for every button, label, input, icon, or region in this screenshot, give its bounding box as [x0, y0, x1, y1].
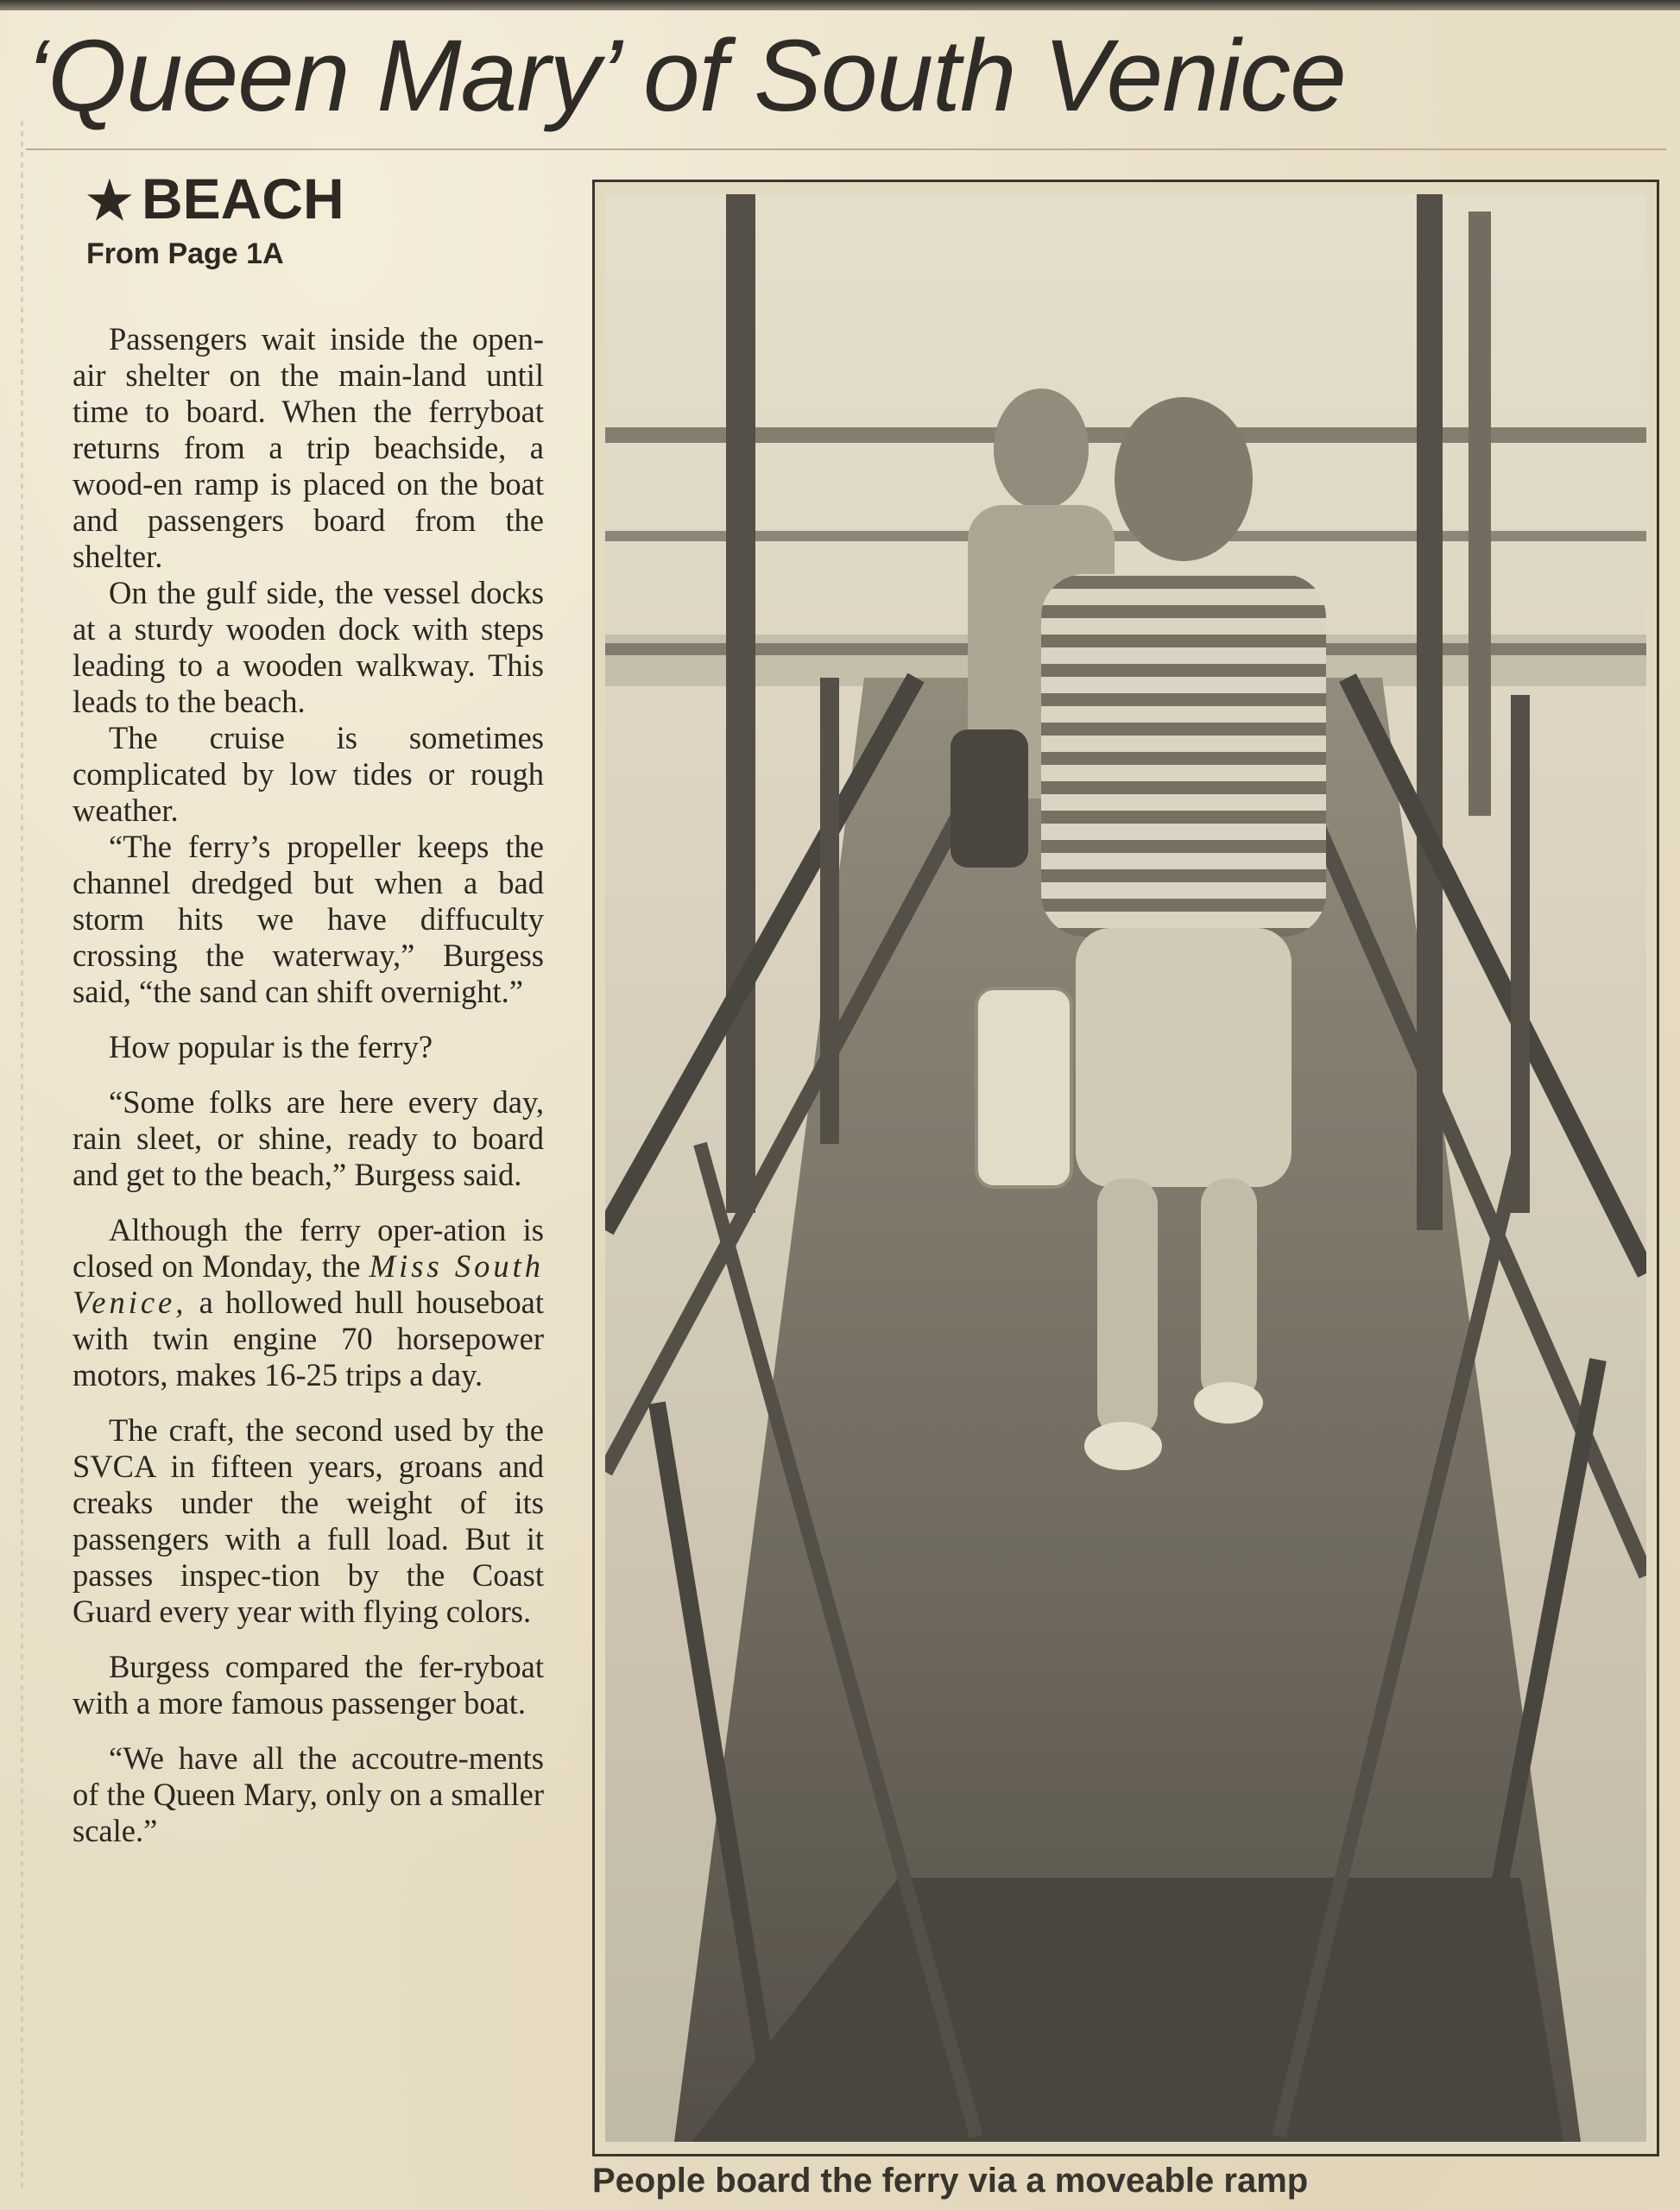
article-column: [73, 321, 544, 1849]
article-paragraph: The craft, the second used by the SVCA in fifteen years, groans and creaks under the weight of its passengers with a full load. But it passes inspec-tion by the Coast Guard every year with flying colors.: [73, 1412, 544, 1629]
section-kicker: [86, 162, 344, 237]
photo-illustration: [605, 194, 1646, 2142]
article-paragraph: “Some folks are here every day, rain sleet, or shine, ready to board and get to the beach,” Burgess said.: [73, 1084, 544, 1192]
article-paragraph: How popular is the ferry?: [109, 1029, 433, 1064]
headline: ‘Queen Mary’ of South Venice: [26, 19, 1346, 133]
article-paragraph: [73, 1212, 544, 1393]
article-text: Although the ferry oper-ation is closed on Monday, the: [73, 1212, 544, 1284]
ferry-ramp-photo: [605, 194, 1646, 2142]
fold-line: [21, 121, 23, 2193]
section-title: BEACH: [142, 167, 344, 230]
article-text: a hollowed hull houseboat with twin engine 70 horsepower motors, makes 16-25 trips a day.: [73, 1285, 544, 1392]
article-paragraph: “We have all the accoutre-ments of the Queen Mary, only on a smaller scale.”: [73, 1740, 544, 1848]
article-paragraph: On the gulf side, the vessel docks at a sturdy wooden dock with steps leading to a wooden walkway. This leads to the beach.: [73, 575, 544, 719]
article-paragraph: The cruise is sometimes complicated by low tides or rough weather.: [73, 720, 544, 828]
jump-line: From Page 1A: [86, 237, 284, 270]
photo-grain: [605, 194, 1646, 2142]
photo-caption: People board the ferry via a moveable ramp: [592, 2162, 1309, 2200]
star-icon: ★: [86, 172, 133, 230]
page-top-edge: [0, 0, 1680, 10]
article-paragraph: Passengers wait inside the open-air shelter on the main-land until time to board. When the ferryboat returns from a trip beachside, a wood-en ramp is placed on the boat and passengers board from the shelter.: [73, 321, 544, 574]
article-paragraph: Burgess compared the fer-ryboat with a more famous passenger boat.: [73, 1649, 544, 1721]
boat-name: Miss South Venice,: [73, 1248, 544, 1320]
headline-rule: [26, 148, 1666, 150]
photo-frame: [592, 180, 1659, 2156]
article-paragraph: “The ferry’s propeller keeps the channel dredged but when a bad storm hits we have diffuculty crossing the waterway,” Burgess said, “the sand can shift overnight.”: [73, 829, 544, 1009]
